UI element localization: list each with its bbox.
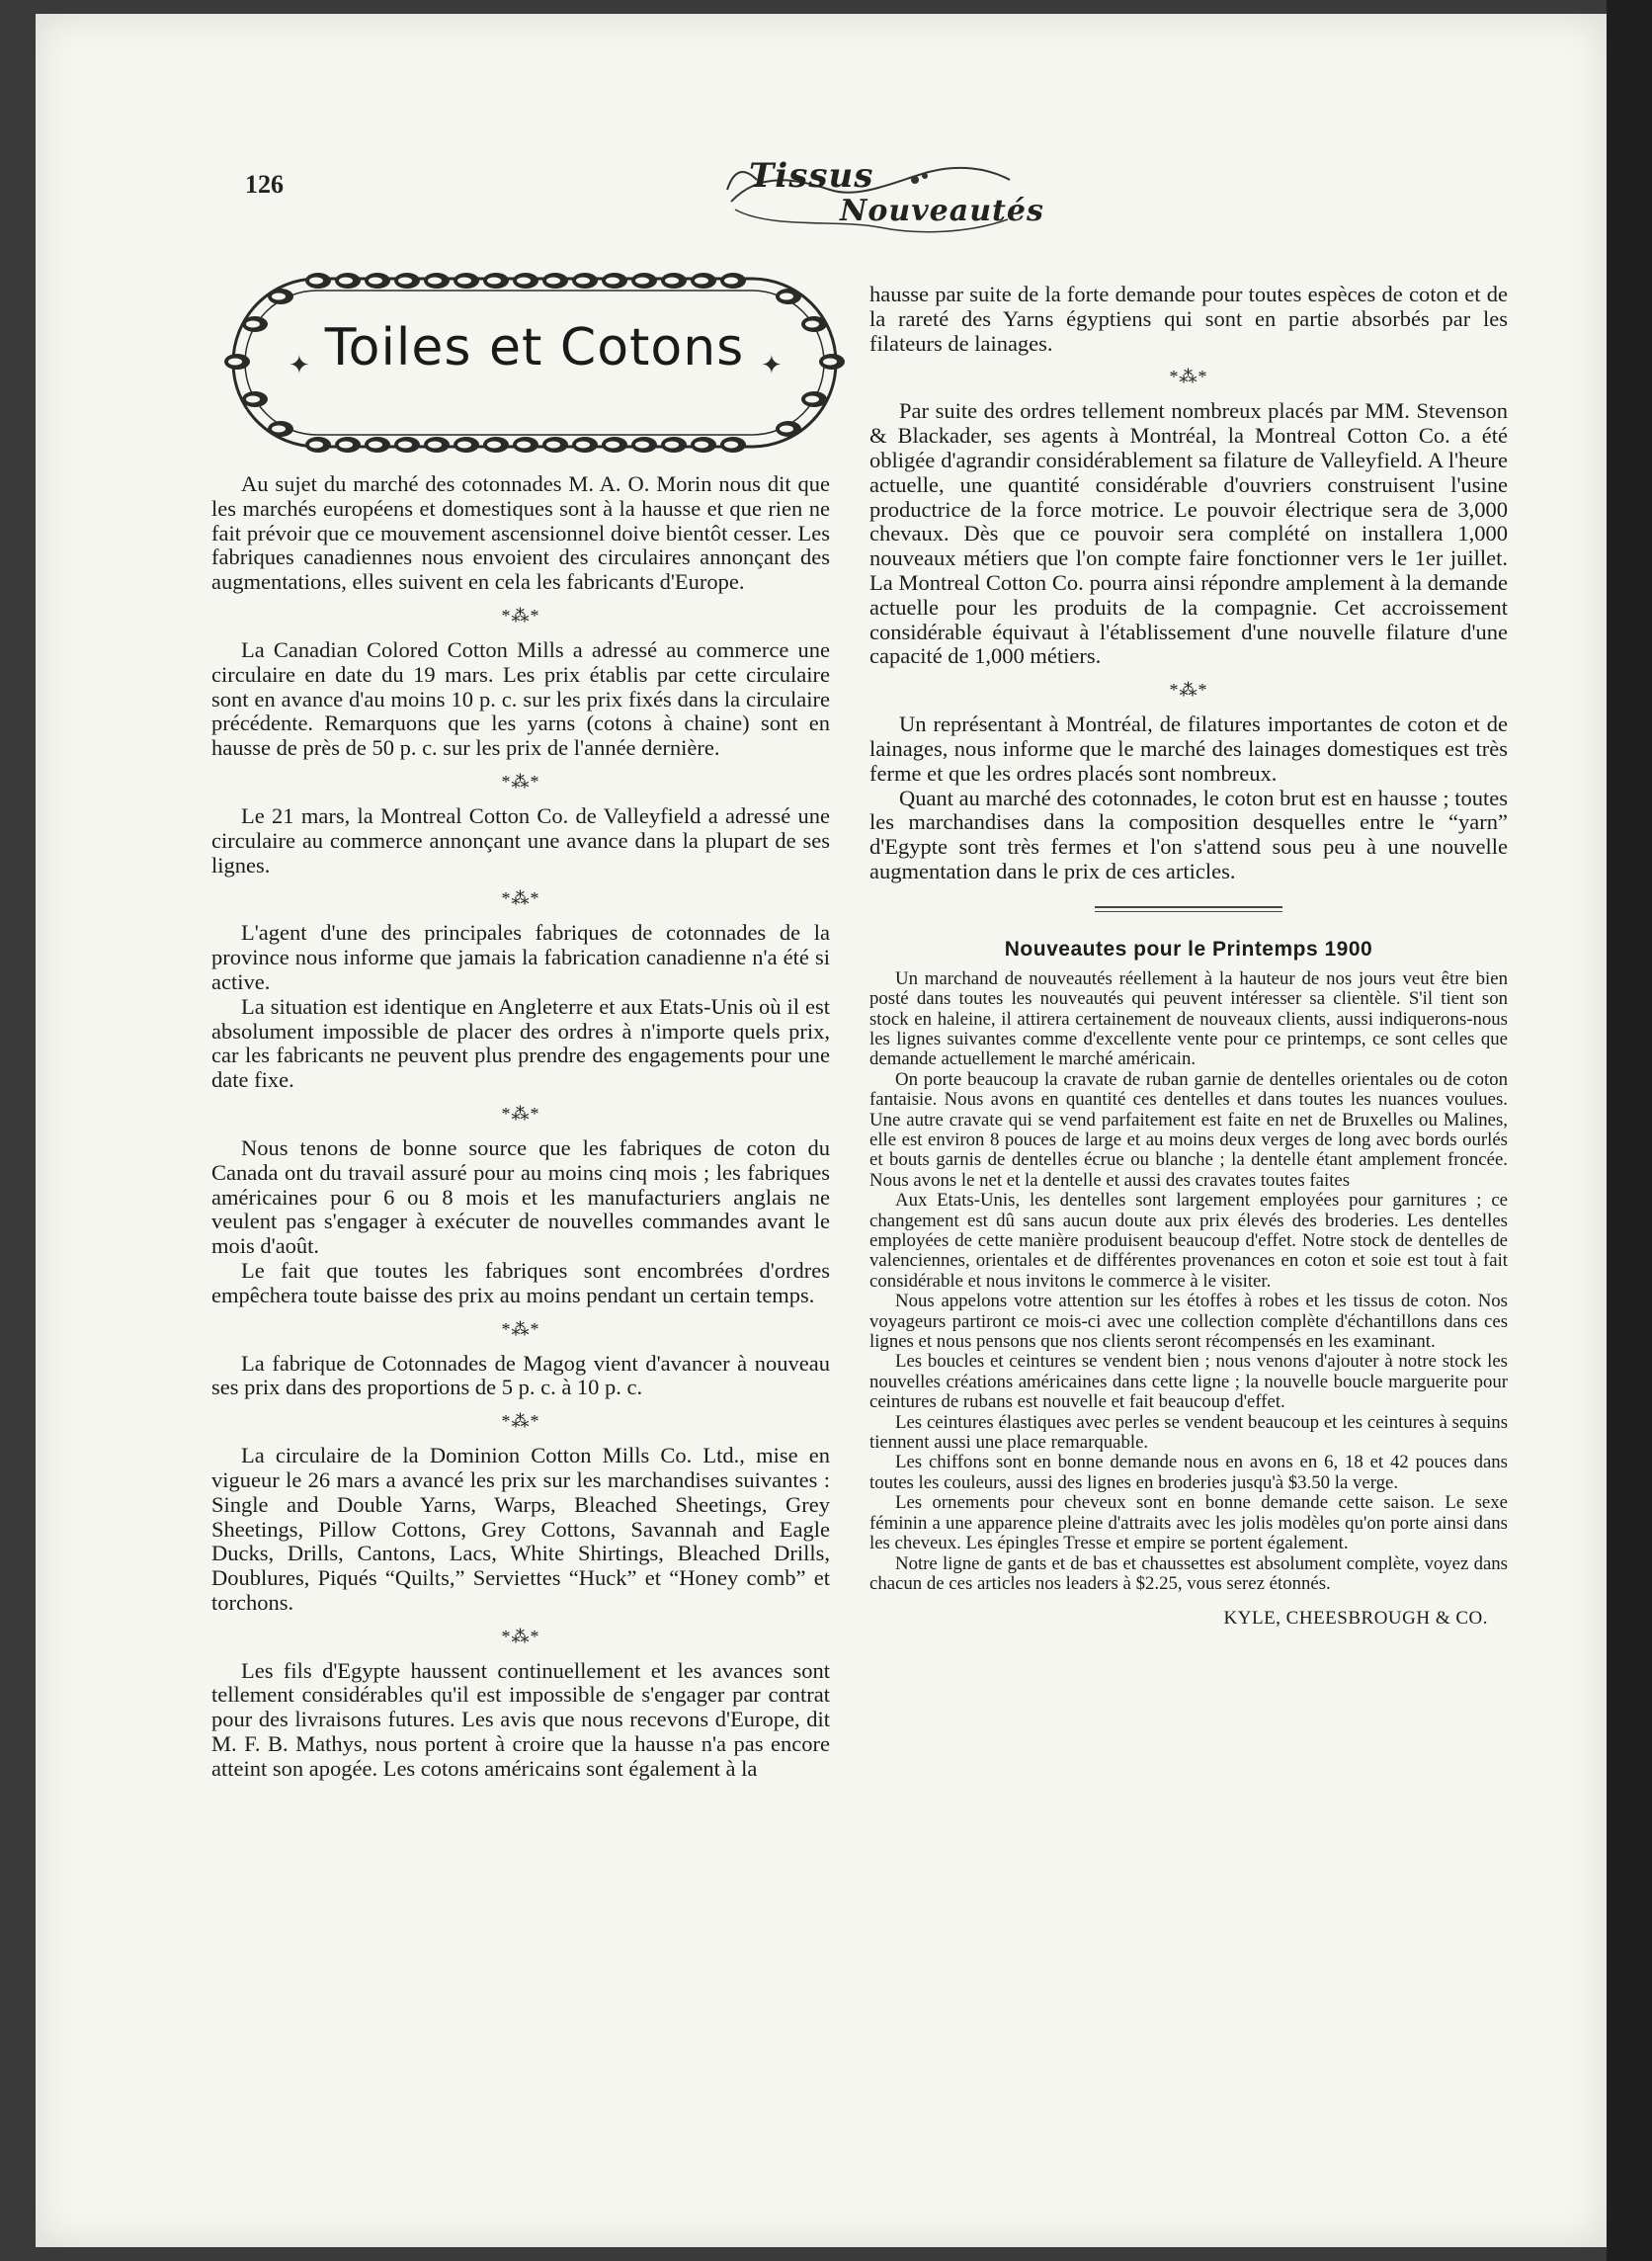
asterism-separator: *⁂* (501, 1103, 540, 1124)
section-title: Toiles et Cotons (324, 318, 745, 377)
advertisement-title: Nouveautes pour le Printemps 1900 (1004, 937, 1373, 961)
article-paragraph: Le 21 mars, la Montreal Cotton Co. de Valleyfield a adressé une circulaire au commerce annonçant une avance dans la plupart de ses lignes. (211, 802, 830, 878)
ad-paragraph: On porte beaucoup la cravate de ruban garnie de dentelles orientales ou de coton fantaisie. Nous avons en quantité ces dentelles et dans toutes les nuances voulues. Une autre cravate qui se vend parfaitement est faite en net de Bruxelles ou Malines, elle est environ 8 pouces de large et au moins deux verges de long avec bords ourlés et bouts garnis de dentelles écrue ou blanche ; la dentelle étant amplement froncée. Nous avons le net et la dentelle et aussi des cravates toutes faites (869, 1068, 1508, 1191)
asterism-separator: *⁂* (501, 1626, 540, 1646)
article-paragraph: Un représentant à Montréal, de filatures importantes de coton et de lainages, nous informe que le marché des lainages domestiques est très ferme et que les ordres placés sont nombreux. (869, 712, 1508, 786)
right-column (869, 283, 1508, 1630)
asterism-separator: *⁂* (501, 1411, 540, 1432)
asterism-separator: *⁂* (501, 1318, 540, 1339)
asterism-separator: *⁂* (501, 888, 540, 909)
ad-paragraph: Les ornements pour cheveux sont en bonne demande cette saison. Le sexe féminin a une apparence pleine d'attraits avec les jolis modèles qu'on porte ainsi dans les cheveux. Les épingles Tresse et empire se portent également. (869, 1492, 1508, 1554)
ad-paragraph: Aux Etats-Unis, les dentelles sont largement employées pour garnitures ; ce changement est dû sans aucun doute aux prix élevés des broderies. Les dentelles employées de cette manière produisent beaucoup d'effet. Notre stock de dentelles de valenciennes, orientales et de différentes provenances en coton et soie est tout à fait considérable et nous invitons le commerce à le visiter. (869, 1190, 1508, 1292)
article-paragraph: La circulaire de la Dominion Cotton Mills Co. Ltd., mise en vigueur le 26 mars a avancé les prix sur les marchandises suivantes : Single and Double Yarns, Warps, Bleached Sheetings, Grey Sheetings, Pillow Cottons, Grey Cottons, Savannah and Eagle Ducks, Drills, Cantons, Lacs, White Shirtings, Bleached Drills, Doublures, Piqués “Quilts,” Serviettes “Huck” et “Honey comb” et torchons. (211, 1443, 830, 1615)
ad-paragraph: Un marchand de nouveautés réellement à la hauteur de nos jours veut être bien posté dans toutes les nouveautés qui peuvent intéresser sa clientèle. S'il tient son stock en haleine, il attirera certainement de nouveaux clients, aussi indiquerons-nous les lignes suivantes comme d'excellente vente pour ce printemps, ce sont celles que demande actuellement le marché américain. (869, 967, 1508, 1070)
article-paragraph: Par suite des ordres tellement nombreux placés par MM. Stevenson & Blackader, ses agents à Montréal, la Montreal Cotton Co. a été obligée d'agrandir considérablement sa filature de Valleyfield. A l'heure actuelle, une quantité considérable d'ouvriers construisent l'usine productrice de la force motrice. Le pouvoir électrique sera de 3,000 chevaux. Dès que ce pouvoir sera complété on installera 1,000 nouveaux métiers que l'on compte faire fonctionner vers le 1er juillet. La Montreal Cotton Co. pourra ainsi répondre amplement à la demande actuelle pour les produits de la compagnie. Cet accroissement considérable équivaut à l'établissement d'une nouvelle filature d'une capacité de 1,000 métiers. (869, 398, 1508, 669)
scanner-edge (1607, 0, 1652, 2261)
asterism-separator: *⁂* (501, 605, 540, 626)
ad-paragraph: Notre ligne de gants et de bas et chaussettes est absolument complète, voyez dans chacun de ces articles nos leaders à $2.25, vous serez étonnés. (869, 1552, 1508, 1594)
article-paragraph: La situation est identique en Angleterre et aux Etats-Unis où il est absolument impossible de placer des ordres à n'importe quels prix, car les fabricants ne peuvent plus prendre des engagements pour une date fixe. (211, 993, 830, 1093)
section-divider (869, 906, 1508, 912)
svg-text:✦: ✦ (761, 351, 783, 380)
asterism-separator: *⁂* (1169, 680, 1208, 701)
article-paragraph: Nous tenons de bonne source que les fabriques de coton du Canada ont du travail assuré pour au moins cinq mois ; les fabriques américaines pour 6 ou 8 mois et les manufacturiers anglais ne veulent pas s'engager à exécuter de nouvelles commandes avant le mois d'août. (211, 1134, 830, 1259)
article-paragraph: Quant au marché des cotonnades, le coton brut est en hausse ; toutes les marchandises dans la composition desquelles entre le “yarn” d'Egypte sont très fermes et l'on s'attend sous peu à une nouvelle augmentation dans le prix de ces articles. (869, 785, 1508, 883)
article-paragraph: hausse par suite de la forte demande pour toutes espèces de coton et de la rareté des Yarns égyptiens qui sont en partie absorbés par les filateurs de lainages. (869, 282, 1508, 356)
ad-paragraph: Nous appelons votre attention sur les étoffes à robes et les tissus de coton. Nos voyageurs partiront ce mois-ci avec une collection complète d'échantillons dans ces lignes et nous pensons que nos clients seront récompensés en les examinant. (869, 1291, 1508, 1353)
article-paragraph: Au sujet du marché des cotonnades M. A. O. Morin nous dit que les marchés européens et domestiques sont à la hausse et que rien ne fait prévoir que ce mouvement ascensionnel doive bientôt cesser. Les fabriques canadiennes nous envoient des circulaires annonçant des augmentations, elles suivent en cela les fabricants d'Europe. (211, 471, 830, 595)
ad-paragraph: Les boucles et ceintures se vendent bien ; nous venons d'ajouter à notre stock les nouvelles créations américaines dans cette ligne ; la nouvelle boucle marguerite pour ceintures de rubans est nouvelle et fait beaucoup d'effet. (869, 1351, 1508, 1413)
page-number: 126 (245, 170, 284, 199)
asterism-separator: *⁂* (501, 771, 540, 792)
left-column (211, 472, 830, 1782)
article-paragraph: Le fait que toutes les fabriques sont encombrées d'ordres empêchera toute baisse des prix au moins pendant un certain temps. (211, 1257, 830, 1307)
masthead-word-2: Nouveautés (840, 194, 1044, 228)
advertiser-signature: KYLE, CHEESBROUGH & CO. (1223, 1608, 1488, 1630)
ad-paragraph: Les ceintures élastiques avec perles se vendent beaucoup et les ceintures à sequins tiennent aussi une place remarquable. (869, 1411, 1508, 1454)
svg-text:✦: ✦ (289, 351, 310, 380)
article-paragraph: La fabrique de Cotonnades de Magog vient d'avancer à nouveau ses prix dans des proportions de 5 p. c. à 10 p. c. (211, 1350, 830, 1400)
article-paragraph: L'agent d'une des principales fabriques de cotonnades de la province nous informe que jamais la fabrication canadienne n'a été si active. (211, 920, 830, 994)
article-paragraph: La Canadian Colored Cotton Mills a adressé au commerce une circulaire en date du 19 mars. Les prix établis par cette circulaire sont en avance d'au moins 10 p. c. sur les prix fixés dans la circulaire précédente. Remarquons que les yarns (cotons à chaine) sont en hausse de près de 50 p. c. sur les prix de l'année dernière. (211, 636, 830, 761)
masthead-logo (721, 150, 1044, 245)
masthead-word-1: Tissus (749, 156, 874, 196)
section-banner (219, 263, 850, 461)
asterism-separator: *⁂* (1169, 367, 1208, 387)
ad-paragraph: Les chiffons sont en bonne demande nous en avons en 6, 18 et 42 pouces dans toutes les couleurs, aussi des lignes en broderies jusqu'à $3.50 la verge. (869, 1452, 1508, 1493)
article-paragraph: Les fils d'Egypte haussent continuellement et les avances sont tellement considérables qu'il est impossible de s'engager par contrat pour des livraisons futures. Les avis que nous recevons d'Europe, dit M. F. B. Mathys, nous portent à croire que la hausse n'a pas encore atteint son apogée. Les cotons américains sont également à la (211, 1657, 830, 1781)
